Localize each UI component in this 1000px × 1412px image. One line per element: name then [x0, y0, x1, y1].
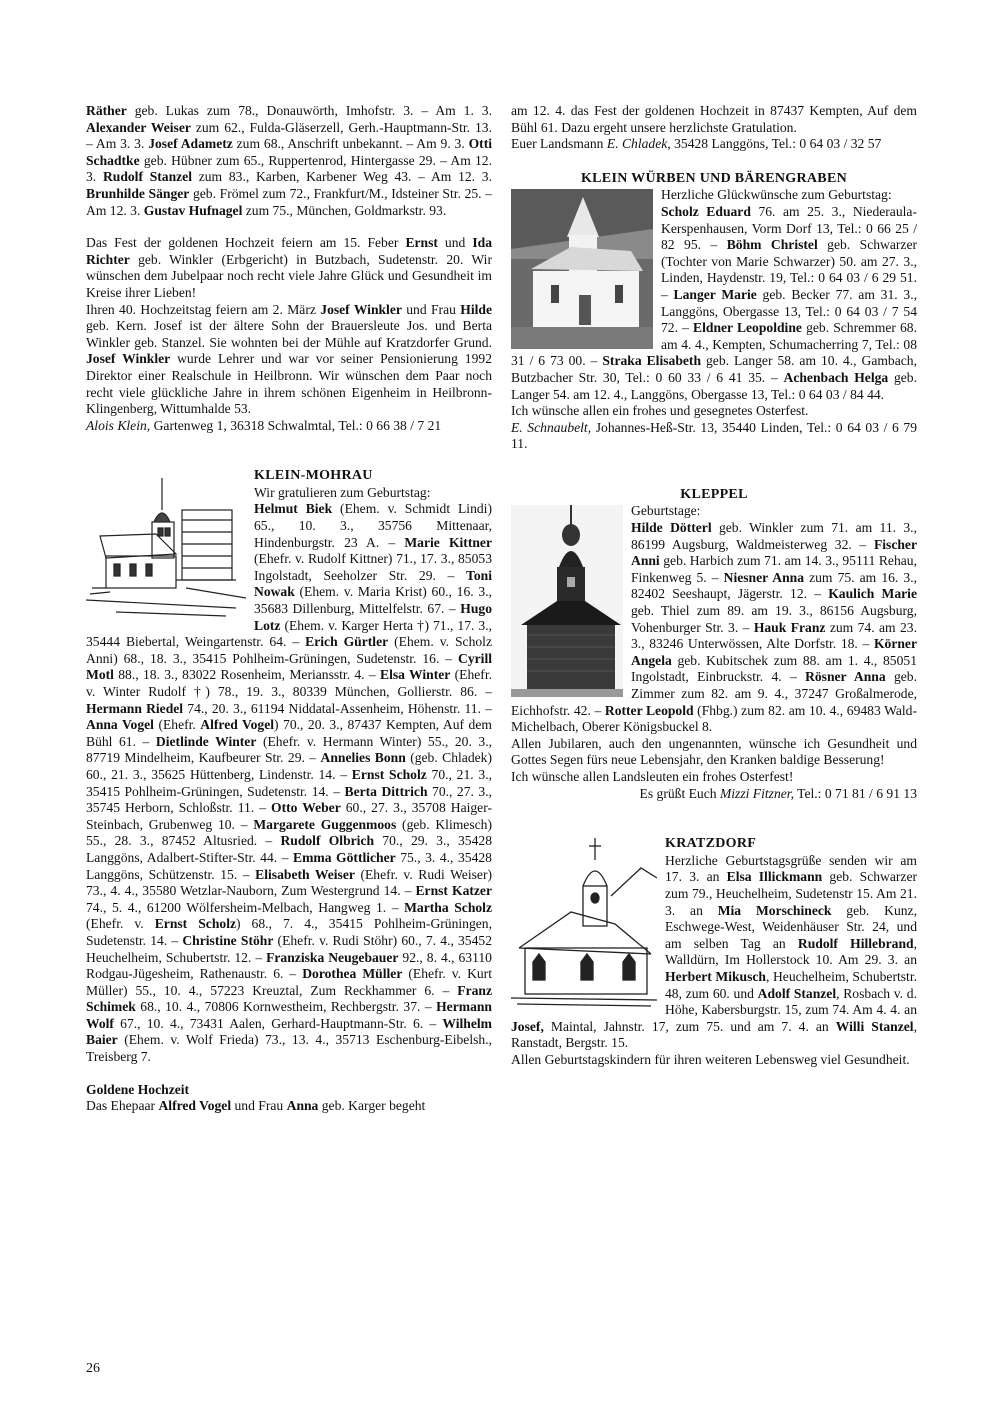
kleppel-section	[511, 503, 917, 735]
klein-wuerben-wish: Ich wünsche allen ein frohes und gesegnetes Osterfest.	[511, 403, 809, 419]
church-drawing-kratzdorf	[511, 838, 657, 1008]
kratzdorf-title: KRATZDORF	[665, 836, 757, 852]
church-drawing-klein-mohrau	[86, 470, 246, 620]
church-photo-klein-wuerben	[511, 189, 653, 349]
signature-fitzner: Es grüßt Euch Mizzi Fitzner, Tel.: 0 71 81 / 6 91 13	[639, 785, 917, 801]
signature-alois-klein: Alois Klein, Gartenweg 1, 36318 Schwalmtal, Tel.: 0 66 38 / 7 21	[86, 417, 442, 433]
goldene-hochzeit-text: Das Ehepaar Alfred Vogel und Frau Anna geb. Karger begeht	[86, 1098, 426, 1114]
signature-schnaubelt: E. Schnaubelt, Johannes-Heß-Str. 13, 35440 Linden, Tel.: 0 64 03 / 6 79 11.	[511, 419, 918, 452]
golden-wedding-paragraph: Das Fest der goldenen Hochzeit feiern am 15. Feber Ernst und Ida Richter geb. Winkler (Erbgericht) in Butzbach, Sudetenstr. 20. Wir wünschen dem Jubelpaar noch recht viele Jahre Glück und Gesundheit im Kreise ihrer Lieben!	[86, 235, 492, 300]
right-column	[511, 103, 917, 1068]
kleppel-title: KLEPPEL	[680, 486, 748, 502]
klein-mohrau-intro: Wir gratulieren zum Geburtstag:	[254, 484, 431, 500]
klein-mohrau-text: Helmut Biek (Ehem. v. Schmidt Lindi) 65., 10. 3., 35756 Mittenaar, Hindenburgstr. 23 A. – Marie Kittner (Ehefr. v. Rudolf Kittner) 71., 17. 3., 85053 Ingolstadt, Seeholzer Str. 29. – Toni Nowak (Ehem. v. Maria Krist) 60., 16. 3., 35683 Dillenburg, Mittelfelstr. 67. – Hugo Lotz (Ehem. v. Karger Herta †) 71., 17. 3., 35444 Biebertal, Weingartenstr. 64. – Erich Gürtler (Ehem. v. Scholz Anni) 68., 18. 3., 35415 Pohlheim-Grüningen, Sudetenstr. 16. – Cyrill Motl 88., 18. 3., 83022 Rosenheim, Meriansstr. 4. – Elsa Winter (Ehefr. v. Winter Rudolf †) 78., 19. 3., 80339 München, Gollierstr. 86. – Hermann Riedel 74., 20. 3., 61194 Niddatal-Assenheim, Höhenstr. 11. – Anna Vogel (Ehefr. Alfred Vogel) 70., 20. 3., 87437 Kempten, Auf dem Bühl 61. – Dietlinde Winter (Ehefr. v. Hermann Winter) 55., 20. 3., 87719 Mindelheim, Kaufbeurer Str. 29. – Annelies Bonn (geb. Chladek) 60., 21. 3., 35625 Hüttenberg, Lindenstr. 14. – Ernst Scholz 70., 21. 3., 35415 Pohlheim-Grüningen, Sudetenstr. 14. – Berta Dittrich 70., 27. 3., 35745 Herborn, Schloßstr. 11. – Otto Weber 60., 27. 3., 35708 Haiger-Steinbach, Grubenweg 10. – Margarete Guggenmoos (geb. Klimesch) 55., 28. 3., 87452 Altusried. – Rudolf Olbrich 70., 29. 3., 35428 Langgöns, Adalbert-Stifter-Str. 44. – Emma Göttlicher 75., 3. 4., 35428 Langgöns, Schützenstr. 15. – Elisabeth Weiser (Ehefr. v. Rudi Weiser) 73., 4. 4., 35580 Wetzlar-Nauborn, Zum Westergrund 14. – Ernst Katzer 74., 5. 4., 61200 Wölfersheim-Melbach, Hangweg 1. – Martha Scholz (Ehefr. v. Ernst Scholz) 68., 7. 4., 35415 Pohlheim-Grüningen, Sudetenstr. 14. – Christine Stöhr (Ehefr. v. Rudi Stöhr) 60., 7. 4., 35452 Heuchelheim, Schubertstr. 12. – Franziska Neugebauer 92., 8. 4., 63110 Rodgau-Jügesheim, Rathenaustr. 6. – Dorothea Müller (Ehefr. v. Kurt Müller) 55., 10. 4., 57223 Kreuztal, Zum Reckhammer 6. – Franz Schimek 68., 10. 4., 70806 Kornwestheim, Rechbergstr. 37. – Hermann Wolf 67., 10. 4., 73431 Aalen, Gerhard-Hauptmann-Str. 6. – Wilhelm Baier (Ehem. v. Wolf Frieda) 73., 13. 4., 35713 Eschenburg-Eibelsh., Treisberg 7.	[86, 501, 493, 1065]
klein-wuerben-intro: Herzliche Glückwünsche zum Geburtstag:	[661, 187, 892, 203]
anniversary-paragraph: Ihren 40. Hochzeitstag feiern am 2. März Josef Winkler und Frau Hilde geb. Kern. Josef ist der ältere Sohn der Brauersleute Jos. und Berta Winkler geb. Stanzel. Sie wohnten bei der Mühle auf Kratzdorfer Grund. Josef Winkler wurde Lehrer und war vor seiner Pensionierung 1992 Direktor einer Realschule in Heilbronn. Wir wünschen dem Paar noch recht viele glückliche Jahre in ihrem schönen Eigenheim in Heilbronn-Klingenberg, Wittumhalde 53.	[86, 301, 492, 417]
kratzdorf-wish: Allen Geburtstagskindern für ihren weiteren Lebensweg viel Gesundheit.	[511, 1051, 910, 1067]
kratzdorf-text: Herzliche Geburtstagsgrüße senden wir am 17. 3. an Elsa Illickmann geb. Schwarzer zum 79., Heuchelheim, Sudetenstr 15. Am 21. 3. an Mia Morschineck geb. Kunz, Eschwege-West, Weidenhäuser Str. 24, und am selben Tag an Rudolf Hillebrand, Walldürn, Im Hollerstock 10. Am 29. 3. an Herbert Mikusch, Heuchelheim, Schubertstr. 48, zum 60. und Adolf Stanzel, Rosbach v. d. Höhe, Kabersburgstr. 15, zum 74. Am 4. 4. an Josef, Maintal, Jahnstr. 17, zum 75. und am 7. 4. an Willi Stanzel, Ranstadt, Bergstr. 15.	[511, 852, 918, 1051]
goldene-hochzeit-title: Goldene Hochzeit	[86, 1081, 190, 1097]
kleppel-intro: Geburtstage:	[631, 503, 701, 519]
klein-wuerben-title: KLEIN WÜRBEN UND BÄRENGRABEN	[580, 170, 847, 186]
klein-wuerben-text: Scholz Eduard 76. am 25. 3., Niederaula-Kerspenhausen, Vorm Dorf 13, Tel.: 0 66 25 / 82 95. – Böhm Christel geb. Schwarzer (Tochter von Marie Schwarzer) 50. am 27. 3., Linden, Haydenstr. 19, Tel.: 0 64 03 / 6 29 51. – Langer Marie geb. Becker 77. am 31. 3., Langgöns, Obergasse 13, Tel.: 0 64 03 / 7 54 72. – Eldner Leopoldine geb. Schremmer 68. am 4. 4., Kempten, Schumacherring 7, Tel.: 08 31 / 6 73 00. – Straka Elisabeth geb. Langer 58. am 10. 4., Gambach, Butzbacher Str. 30, Tel.: 0 60 33 / 6 41 35. – Achenbach Helga geb. Langer 54. am 12. 4., Langgöns, Obergasse 13, Tel.: 0 64 03 / 84 44.	[511, 203, 918, 402]
kleppel-wish-2: Ich wünsche allen Landsleuten ein frohes Osterfest!	[511, 768, 794, 784]
intro-paragraph: Räther geb. Lukas zum 78., Donauwörth, Imhofstr. 3. – Am 1. 3. Alexander Weiser zum 62., Fulda-Gläserzell, Gerh.-Hauptmann-Str. 13. – Am 3. 3. Josef Adametz zum 68., Anschrift unbekannt. – Am 9. 3. Otti Schadtke geb. Hübner zum 65., Ruppertenrod, Hintergasse 29. – Am 12. 3. Rudolf Stanzel zum 83., Karben, Karbener Weg 43. – Am 12. 3. Brunhilde Sänger geb. Frömel zum 72., Frankfurt/M., Idsteiner Str. 25. – Am 12. 3. Gustav Hufnagel zum 75., München, Goldmarkstr. 93.	[86, 103, 493, 218]
church-photo-kleppel	[511, 505, 623, 697]
klein-mohrau-section	[86, 468, 492, 1065]
signature-chladek: Euer Landsmann E. Chladek, 35428 Langgöns, Tel.: 0 64 03 / 32 57	[511, 136, 882, 152]
klein-wuerben-section	[511, 187, 917, 403]
kleppel-text: Hilde Dötterl geb. Winkler zum 71. am 11. 3., 86199 Augsburg, Waldmeisterweg 32. – Fischer Anni geb. Harbich zum 71. am 14. 3., 95111 Rehau, Finkenweg 5. – Niesner Anna zum 75. am 16. 3., 82402 Seeshaupt, Jägerstr. 12. – Kaulich Marie geb. Thiel zum 89. am 19. 3., 86156 Augsburg, Vohenburger Str. 3. – Hauk Franz zum 74. am 23. 3., 83246 Unterwössen, Alte Dorfstr. 18. – Körner Angela geb. Kubitschek zum 88. am 1. 4., 85051 Ingolstadt, Einbruckstr. 4. – Rösner Anna geb. Zimmer zum 82. am 9. 4., 37247 Großalmerode, Eichhofstr. 42. – Rotter Leopold (Fhbg.) zum 82. am 10. 4., 69483 Wald-Michelbach, Oberer Königsbuckel 8.	[511, 520, 918, 735]
klein-mohrau-title: KLEIN-MOHRAU	[254, 468, 373, 484]
left-column	[86, 103, 492, 1115]
kratzdorf-section	[511, 836, 917, 1052]
page-number: 26	[86, 1361, 100, 1376]
continuation-paragraph: am 12. 4. das Fest der goldenen Hochzeit in 87437 Kempten, Auf dem Bühl 61. Dazu ergeht unsere herzlichste Gratulation.	[511, 103, 917, 135]
kleppel-wish-1: Allen Jubilaren, auch den ungenannten, wünsche ich Gesundheit und Gottes Segen fürs neue Lebensjahr, den Kranken baldige Besserung!	[511, 735, 917, 768]
